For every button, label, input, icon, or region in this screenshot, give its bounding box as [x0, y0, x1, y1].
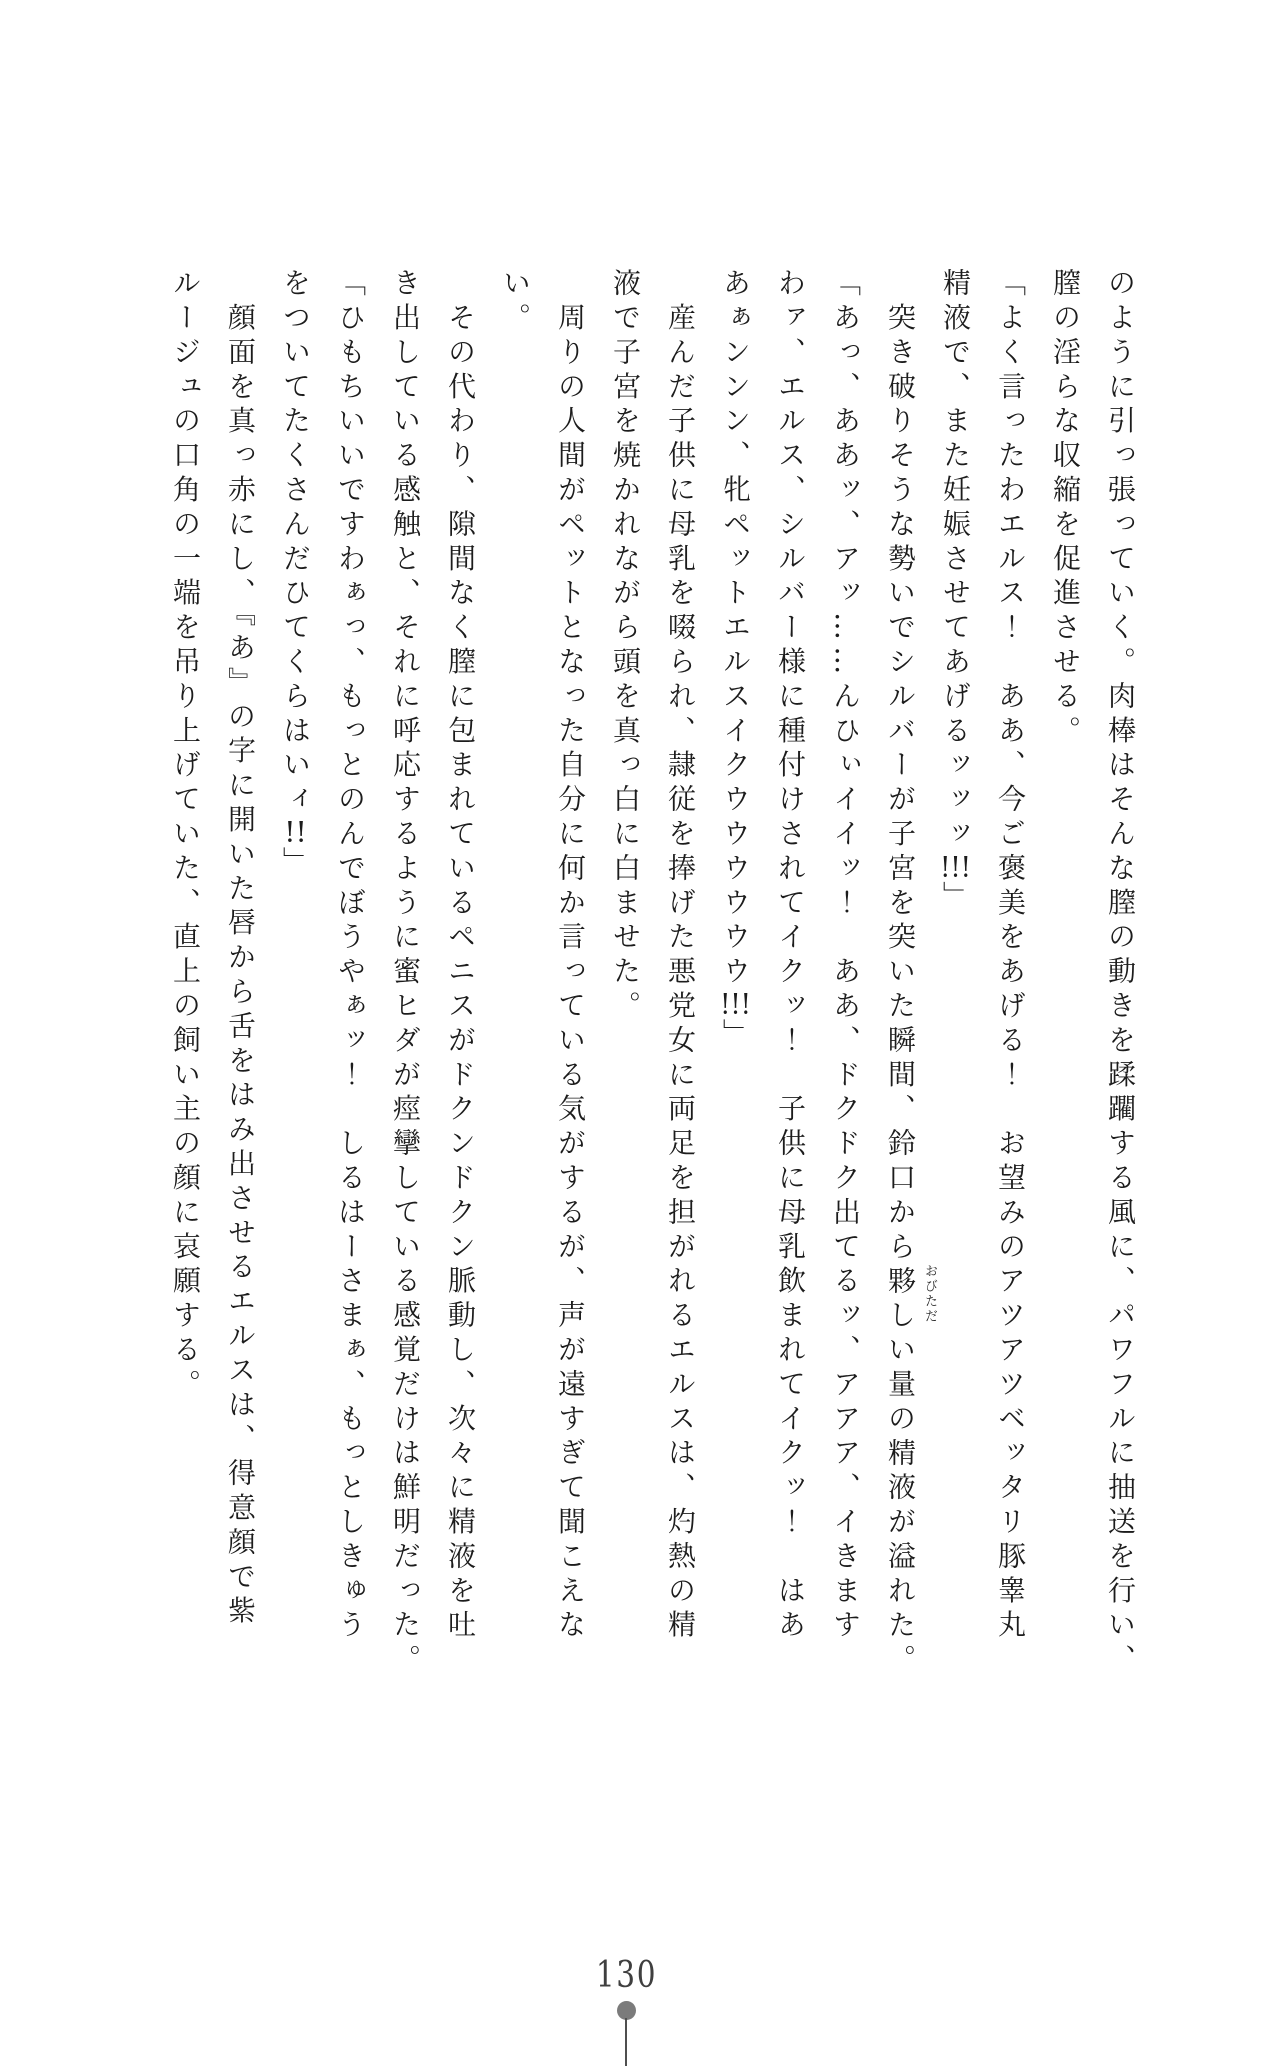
text-run: 「あっ、ああッ、アッ……んひぃイイッ！ ああ、ドクドク出てるッ、アアア、イきます: [829, 268, 862, 1644]
text-run: ルージュの口角の一端を吊り上げていた、直上の飼い主の顔に哀願する。: [169, 268, 202, 1404]
text-run: 」: [939, 880, 972, 916]
text-run: その代わり、隙間なく膣に包まれているペニスがドクンドクン脈動し、次々に精液を吐: [444, 268, 477, 1644]
text-line: [433, 268, 488, 1688]
text-run: 」: [279, 846, 312, 881]
page-marker-line: [625, 2018, 627, 2066]
text-run: 膣の淫らな収縮を促進させる。: [1049, 268, 1082, 750]
text-line: [873, 268, 937, 1688]
text-line: [158, 268, 213, 1688]
tatechuyoko-exclamation: !!!: [940, 852, 971, 881]
text-run: 周りの人間がペットとなった自分に何か言っている気がするが、声が遠すぎて聞こえな: [554, 268, 587, 1644]
text-line: [818, 268, 873, 1688]
furigana: おびただ: [922, 1263, 937, 1324]
text-run: 」: [719, 1018, 752, 1053]
text-run: あぁンンン、牝ペットエルスイクウウウウウウ: [719, 268, 752, 991]
text-run: をついてたくさんだひてくらはいィ: [279, 268, 312, 819]
text-run: 「よく言ったわエルス！ ああ、今ご褒美をあげる！ お望みのアツアツベッタリ豚睾丸: [994, 268, 1027, 1644]
text-run: 「ひもちいいですわぁっ、もっとのんでぼうやぁッ！ しるはーさまぁ、もっとしきゅう: [334, 268, 367, 1644]
text-line: [598, 268, 653, 1688]
text-run: 突き破りそうな勢いでシルバーが子宮を突いた瞬間、鈴口から: [884, 268, 917, 1266]
text-line: [928, 268, 983, 1688]
text-run: 精液で、また妊娠させてあげるッッッ: [939, 268, 972, 853]
text-line: [763, 268, 818, 1688]
text-run: のように引っ張っていく。肉棒はそんな膣の動きを蹂躙する風に、パワフルに抽送を行い、: [1104, 268, 1137, 1679]
tatechuyoko-exclamation: !!: [284, 818, 307, 847]
text-line: [268, 268, 323, 1688]
text-run: 液で子宮を焼かれながら頭を真っ白に白ませた。: [609, 268, 642, 1025]
text-line: [1093, 268, 1148, 1688]
text-line: [488, 268, 543, 1688]
text-line: [378, 268, 433, 1688]
text-line: [543, 268, 598, 1688]
text-run: い。: [499, 268, 532, 337]
text-line: [653, 268, 708, 1688]
text-line: [708, 268, 763, 1688]
tatechuyoko-exclamation: !!!: [720, 990, 751, 1019]
text-line: [213, 268, 268, 1688]
text-run: わァ、エルス、シルバー様に種付けされてイクッ！ 子供に母乳飲まれてイクッ！ はあ: [774, 268, 807, 1644]
text-line: [323, 268, 378, 1688]
text-line: [983, 268, 1038, 1688]
text-line: [1038, 268, 1093, 1688]
text-run: 顔面を真っ赤にし、『あ』の字に開いた唇から舌をはみ出させるエルスは、得意顔で紫: [224, 268, 257, 1630]
page-number: 130: [595, 1955, 658, 1996]
text-block: [158, 268, 1148, 1688]
text-run: 産んだ子供に母乳を啜られ、隷従を捧げた悪党女に両足を担がれるエルスは、灼熱の精: [664, 268, 697, 1644]
text-run: しい量の精液が溢れた。: [884, 1300, 917, 1679]
text-run: き出している感触と、それに呼応するように蜜ヒダが痙攣している感覚だけは鮮明だった。: [389, 268, 422, 1679]
ruby-base: 夥 おびただ: [884, 1263, 937, 1324]
